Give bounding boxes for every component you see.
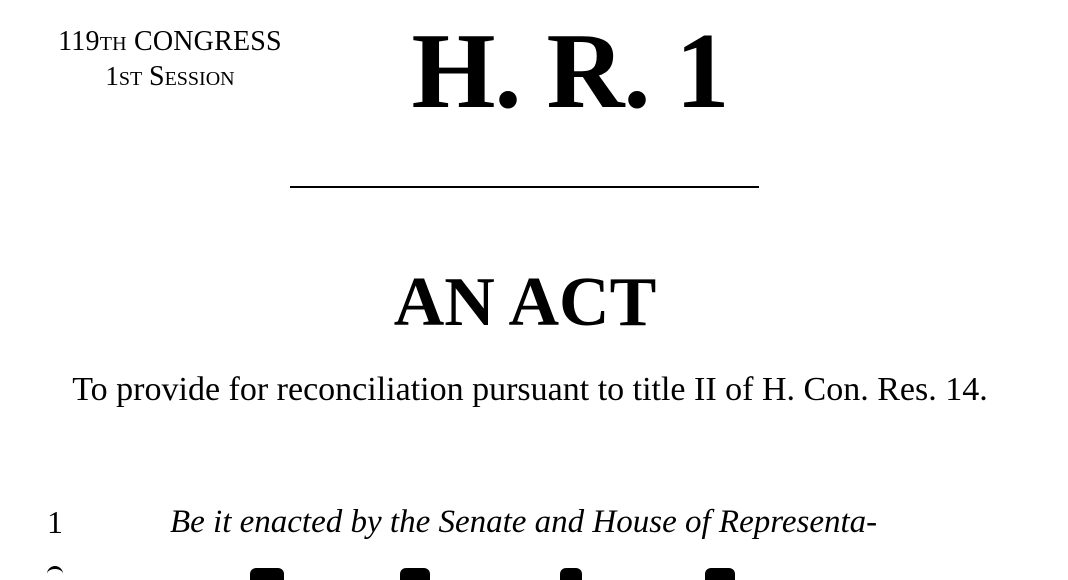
cropped-next-line xyxy=(0,566,1068,580)
congress-suffix: TH xyxy=(99,33,127,55)
line-number: 1 xyxy=(47,504,63,540)
session-suffix: ST xyxy=(118,68,143,90)
enacting-clause-line xyxy=(0,500,1068,548)
cropped-glyph xyxy=(250,568,284,580)
session-number: 1 xyxy=(105,61,119,91)
congress-word: CONGRESS xyxy=(133,26,282,57)
act-purpose: To provide for reconciliation pursuant to title II of H. Con. Res. 14. xyxy=(72,371,988,408)
session-label xyxy=(28,63,312,91)
cropped-glyph xyxy=(560,568,582,580)
horizontal-rule xyxy=(290,186,759,188)
cropped-line-number-glyph xyxy=(47,566,63,580)
enacting-clause: Be it enacted by the Senate and House of Representa- xyxy=(170,504,878,540)
act-heading: AN ACT xyxy=(393,264,657,341)
session-initial: S xyxy=(149,61,165,92)
cropped-glyph xyxy=(705,568,735,580)
cropped-glyph xyxy=(400,568,430,580)
congress-session-block xyxy=(28,28,312,91)
congress-label xyxy=(28,28,312,56)
congress-number: 119 xyxy=(58,26,100,57)
bill-number: H. R. 1 xyxy=(411,12,729,131)
session-rest: ESSION xyxy=(164,68,235,90)
